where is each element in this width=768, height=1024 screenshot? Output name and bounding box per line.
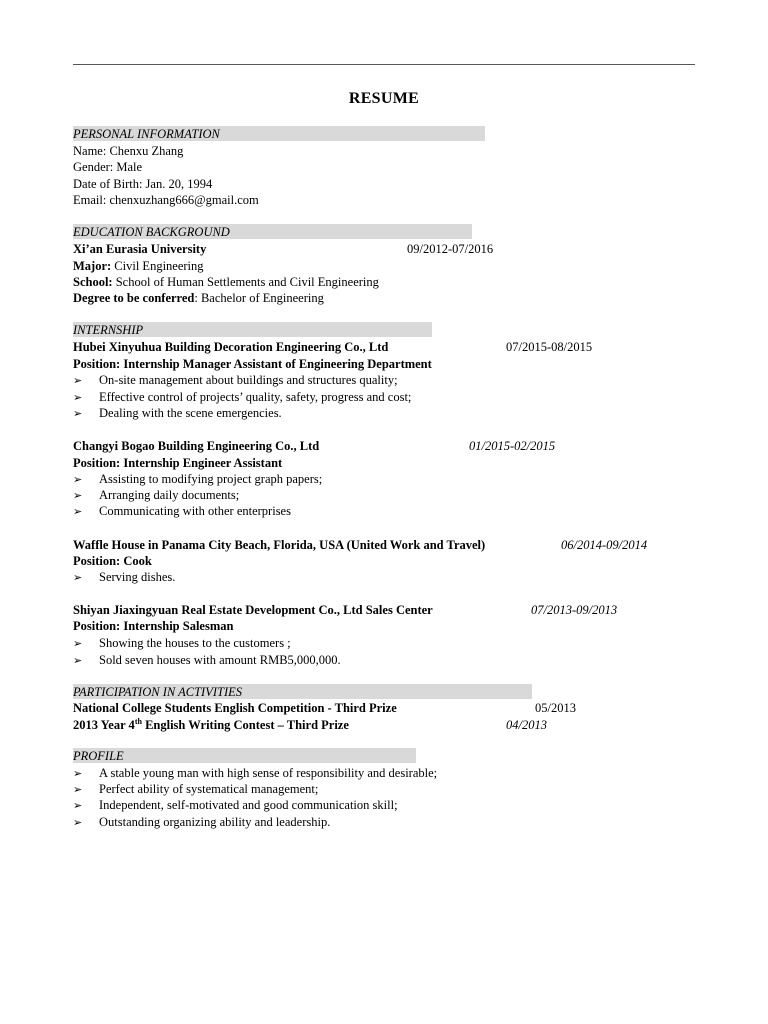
section-header-personal: PERSONAL INFORMATION [73, 126, 485, 141]
activity-1-name: National College Students English Competition - Third Prize [73, 701, 397, 715]
list-item: ➢ Showing the houses to the customers ; [73, 636, 291, 650]
education-dates: 09/2012-07/2016 [407, 242, 494, 256]
top-rule [73, 64, 695, 65]
arrow-bullet-icon: ➢ [73, 816, 83, 829]
activity-2-name: 2013 Year 4th English Writing Contest – Third Prize [73, 716, 349, 732]
arrow-bullet-icon: ➢ [73, 505, 83, 518]
list-item: ➢ A stable young man with high sense of responsibility and desirable; [73, 766, 438, 780]
email-line: Email: chenxuzhang666@gmail.com [73, 193, 259, 207]
list-item: ➢ Communicating with other enterprises [73, 504, 291, 518]
school-line [73, 274, 379, 290]
major-label: Major: [73, 259, 112, 273]
arrow-bullet-icon: ➢ [73, 637, 83, 650]
arrow-bullet-icon: ➢ [73, 767, 83, 780]
arrow-bullet-icon: ➢ [73, 571, 83, 584]
list-item: ➢ Serving dishes. [73, 570, 176, 584]
school-value: School of Human Settlements and Civil Engineering [112, 275, 379, 289]
activity-1-date: 05/2013 [535, 701, 576, 715]
internship-2-company: Changyi Bogao Building Engineering Co., Ltd [73, 439, 320, 453]
degree-line [73, 290, 324, 306]
list-item: ➢ Outstanding organizing ability and leadership. [73, 815, 331, 829]
list-item: ➢ Independent, self-motivated and good communication skill; [73, 798, 398, 812]
arrow-bullet-icon: ➢ [73, 799, 83, 812]
degree-label: Degree to be conferred [73, 291, 195, 305]
internship-4-company: Shiyan Jiaxingyuan Real Estate Development Co., Ltd Sales Center [73, 603, 433, 617]
university-name: Xi’an Eurasia University [73, 242, 207, 256]
internship-1-position: Position: Internship Manager Assistant of Engineering Department [73, 357, 432, 371]
list-item: ➢ Effective control of projects’ quality, safety, progress and cost; [73, 390, 412, 404]
page-title: RESUME [348, 90, 420, 107]
arrow-bullet-icon: ➢ [73, 654, 83, 667]
list-item: ➢ Sold seven houses with amount RMB5,000,000. [73, 653, 341, 667]
internship-2-position: Position: Internship Engineer Assistant [73, 456, 283, 470]
internship-1-company: Hubei Xinyuhua Building Decoration Engineering Co., Ltd [73, 340, 389, 354]
internship-3-dates: 06/2014-09/2014 [561, 538, 648, 552]
list-item: ➢ Assisting to modifying project graph papers; [73, 472, 323, 486]
dob-line: Date of Birth: Jan. 20, 1994 [73, 177, 213, 191]
internship-4-position: Position: Internship Salesman [73, 619, 234, 633]
section-header-profile: PROFILE [73, 748, 416, 763]
list-item: ➢ Dealing with the scene emergencies. [73, 406, 282, 420]
list-item: ➢ On-site management about buildings and structures quality; [73, 373, 398, 387]
internship-2-dates: 01/2015-02/2015 [469, 439, 556, 453]
list-item: ➢ Arranging daily documents; [73, 488, 240, 502]
arrow-bullet-icon: ➢ [73, 783, 83, 796]
gender-line: Gender: Male [73, 160, 143, 174]
arrow-bullet-icon: ➢ [73, 391, 83, 404]
internship-3-company: Waffle House in Panama City Beach, Florida, USA (United Work and Travel) [73, 538, 486, 552]
section-header-education: EDUCATION BACKGROUND [73, 224, 472, 239]
major-line [73, 258, 204, 274]
degree-value: : Bachelor of Engineering [194, 291, 324, 305]
internship-4-dates: 07/2013-09/2013 [531, 603, 618, 617]
arrow-bullet-icon: ➢ [73, 489, 83, 502]
arrow-bullet-icon: ➢ [73, 374, 83, 387]
list-item: ➢ Perfect ability of systematical management; [73, 782, 319, 796]
section-header-internship: INTERNSHIP [73, 322, 432, 337]
internship-1-dates: 07/2015-08/2015 [506, 340, 593, 354]
arrow-bullet-icon: ➢ [73, 473, 83, 486]
section-header-activities: PARTICIPATION IN ACTIVITIES [73, 684, 532, 699]
internship-3-position: Position: Cook [73, 554, 152, 568]
name-line: Name: Chenxu Zhang [73, 144, 184, 158]
school-label: School: [73, 275, 113, 289]
activity-2-date: 04/2013 [506, 718, 547, 732]
arrow-bullet-icon: ➢ [73, 407, 83, 420]
major-value: Civil Engineering [111, 259, 204, 273]
